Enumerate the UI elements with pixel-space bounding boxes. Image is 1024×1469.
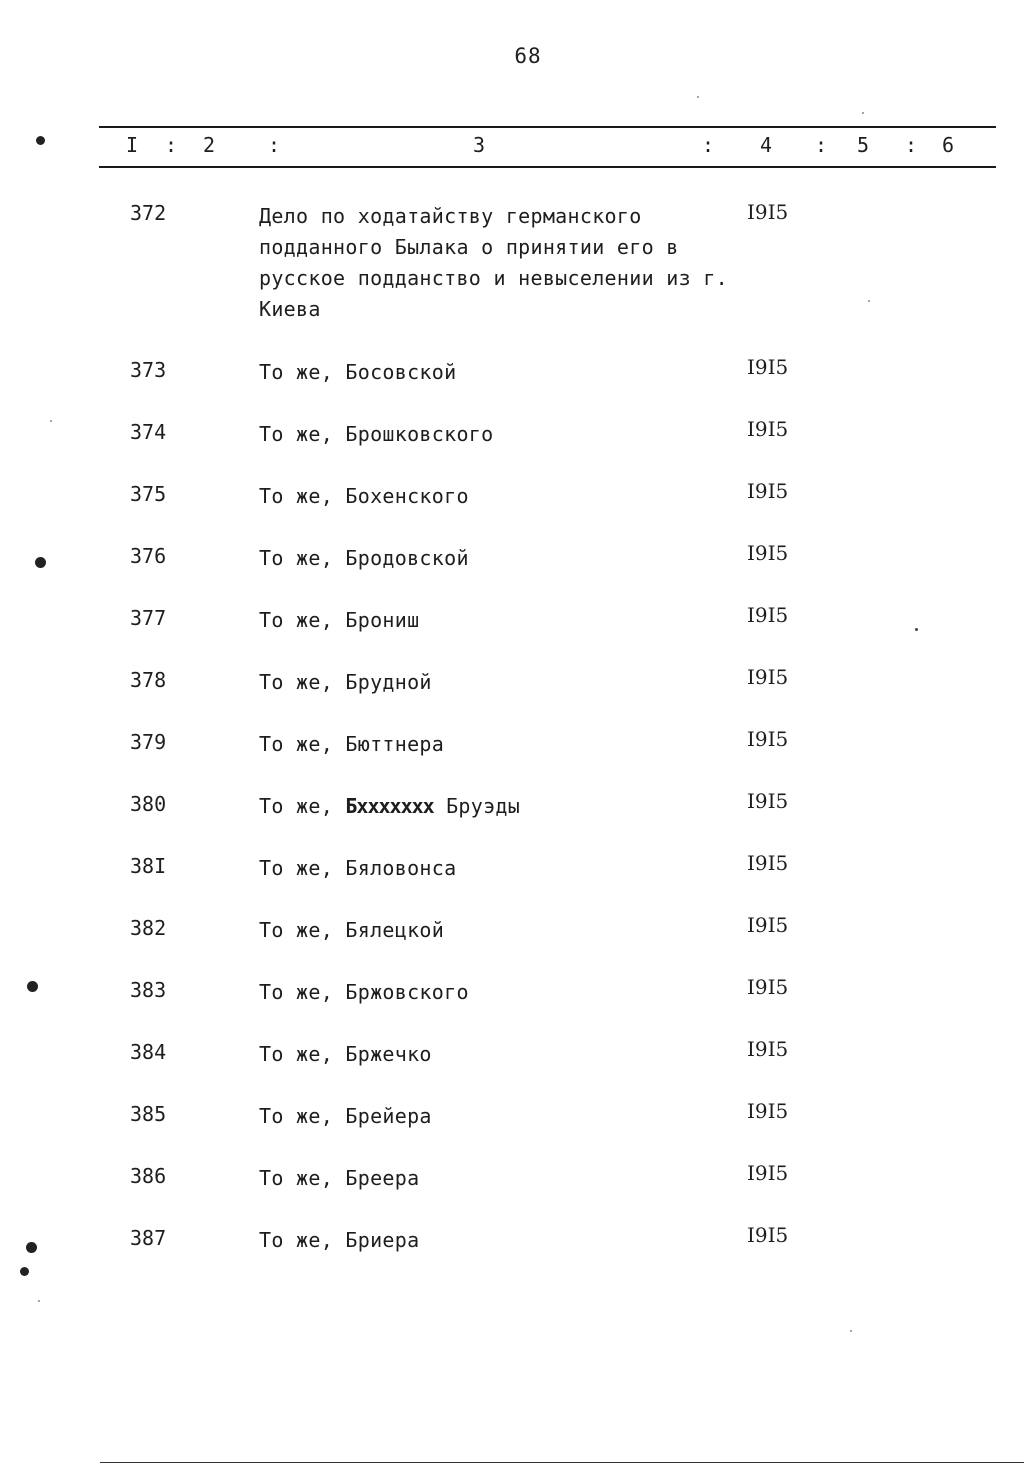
page-bottom-edge xyxy=(100,1462,1024,1463)
entry-number: 372 xyxy=(130,201,167,225)
entry-description: То же, Босовской xyxy=(259,360,457,384)
entry-description: То же, Бюттнера xyxy=(259,732,445,756)
entry-number: 385 xyxy=(130,1102,167,1126)
entry-year: I9I5 xyxy=(747,851,789,875)
entry-number: 384 xyxy=(130,1040,167,1064)
column-header-4: 4 xyxy=(760,133,773,157)
column-header-3: 3 xyxy=(473,133,486,157)
entry-year: I9I5 xyxy=(747,541,789,565)
column-separator: : xyxy=(702,133,715,157)
entry-year: I9I5 xyxy=(747,975,789,999)
page-number: 68 xyxy=(514,44,542,68)
entry-number: 387 xyxy=(130,1226,167,1250)
entry-year: I9I5 xyxy=(747,789,789,813)
scan-speck xyxy=(697,96,699,98)
entry-description: То же, Брониш xyxy=(259,608,420,632)
entry-number: 375 xyxy=(130,482,167,506)
entry-description: То же, Бохенского xyxy=(259,484,469,508)
entry-number: 378 xyxy=(130,668,167,692)
column-header-6: 6 xyxy=(942,133,955,157)
binding-hole-mark xyxy=(20,1267,29,1276)
column-header-1: I xyxy=(126,133,139,157)
scan-speck xyxy=(862,112,864,114)
entry-description: То же, Бржечко xyxy=(259,1042,432,1066)
entry-description: То же, Бродовской xyxy=(259,546,469,570)
entry-description: То же, Бреера xyxy=(259,1166,420,1190)
column-header-5: 5 xyxy=(857,133,870,157)
struck-out-word: Бххххххх xyxy=(345,794,434,818)
entry-year: I9I5 xyxy=(747,479,789,503)
column-separator: : xyxy=(815,133,828,157)
binding-hole-mark xyxy=(36,136,45,145)
scan-speck xyxy=(50,420,52,422)
entry-year: I9I5 xyxy=(747,1161,789,1185)
entry-number: 382 xyxy=(130,916,167,940)
entry-number: 379 xyxy=(130,730,167,754)
binding-hole-mark xyxy=(27,981,38,992)
entry-description: То же, Бржовского xyxy=(259,980,469,1004)
entry-year: I9I5 xyxy=(747,603,789,627)
scan-speck xyxy=(38,1300,40,1302)
entry-description: То же, Бялецкой xyxy=(259,918,445,942)
entry-year: I9I5 xyxy=(747,1223,789,1247)
entry-description: То же, Брошковского xyxy=(259,422,494,446)
entry-description xyxy=(259,791,739,822)
column-separator: : xyxy=(165,133,178,157)
scan-speck xyxy=(868,300,870,302)
entry-year: I9I5 xyxy=(747,355,789,379)
entry-number: 380 xyxy=(130,792,167,816)
entry-description: Дело по ходатайству германского подданного Былака о принятии его в русское подданство и невыселении из г. Киева xyxy=(259,204,728,321)
entry-description: То же, Брейера xyxy=(259,1104,432,1128)
entry-year: I9I5 xyxy=(747,665,789,689)
entry-description: То же, Бриера xyxy=(259,1228,420,1252)
entry-number: 38I xyxy=(130,854,167,878)
entry-description: То же, Брудной xyxy=(259,670,432,694)
scan-speck xyxy=(915,628,918,631)
entry-year: I9I5 xyxy=(747,200,789,224)
entry-number: 376 xyxy=(130,544,167,568)
binding-hole-mark xyxy=(35,557,46,568)
entry-year: I9I5 xyxy=(747,727,789,751)
entry-number: 386 xyxy=(130,1164,167,1188)
column-separator: : xyxy=(905,133,918,157)
entry-correction: Бруэды xyxy=(446,794,521,818)
column-separator: : xyxy=(268,133,281,157)
entry-year: I9I5 xyxy=(747,913,789,937)
table-top-rule xyxy=(99,126,996,128)
entry-number: 383 xyxy=(130,978,167,1002)
entry-number: 377 xyxy=(130,606,167,630)
entry-year: I9I5 xyxy=(747,1099,789,1123)
entry-year: I9I5 xyxy=(747,1037,789,1061)
binding-hole-mark xyxy=(26,1242,37,1253)
entry-year: I9I5 xyxy=(747,417,789,441)
scan-speck xyxy=(850,1330,852,1332)
entry-number: 373 xyxy=(130,358,167,382)
entry-prefix: То же, xyxy=(259,794,334,818)
entry-number: 374 xyxy=(130,420,167,444)
entry-description: То же, Бяловонса xyxy=(259,856,457,880)
column-header-2: 2 xyxy=(203,133,216,157)
table-header-bottom-rule xyxy=(99,166,996,168)
